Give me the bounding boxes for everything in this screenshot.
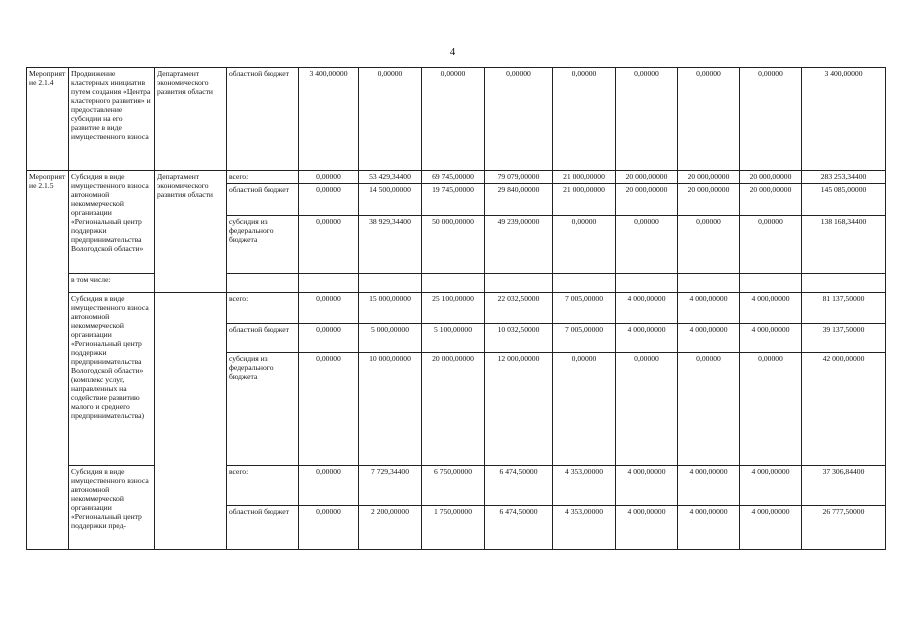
- value-cell-total: 37 306,84400: [802, 466, 886, 506]
- value-cell: 0,00000: [299, 293, 359, 324]
- measure-name: Субсидия в виде имущественного взноса автономной некоммерческой организации «Региональный центр поддержки предпринимательства Вологодской области»: [69, 171, 155, 274]
- value-cell: 20 000,00000: [740, 184, 802, 216]
- value-cell: 4 353,00000: [553, 466, 616, 506]
- value-cell: 21 000,00000: [553, 171, 616, 184]
- value-cell: 6 750,00000: [422, 466, 485, 506]
- table-row: [27, 68, 886, 171]
- value-cell: 50 000,00000: [422, 216, 485, 274]
- value-cell: 38 929,34400: [359, 216, 422, 274]
- value-cell: 0,00000: [553, 353, 616, 466]
- value-cell-total: 26 777,50000: [802, 506, 886, 550]
- value-cell: 25 100,00000: [422, 293, 485, 324]
- funding-source: областной бюджет: [227, 506, 299, 550]
- value-cell: 79 079,00000: [485, 171, 553, 184]
- value-cell: 4 000,00000: [740, 506, 802, 550]
- funding-source: субсидия из федерального бюджета: [227, 353, 299, 466]
- value-cell: 53 429,34400: [359, 171, 422, 184]
- value-cell: 4 000,00000: [616, 466, 678, 506]
- value-cell: 4 000,00000: [740, 324, 802, 353]
- funding-source: субсидия из федерального бюджета: [227, 216, 299, 274]
- value-cell-total: 81 137,50000: [802, 293, 886, 324]
- value-cell: 22 032,50000: [485, 293, 553, 324]
- value-cell: 69 745,00000: [422, 171, 485, 184]
- value-cell: 7 005,00000: [553, 324, 616, 353]
- value-cell: 2 200,00000: [359, 506, 422, 550]
- value-cell: 4 000,00000: [678, 466, 740, 506]
- value-cell: 6 474,50000: [485, 506, 553, 550]
- value-cell: 0,00000: [299, 216, 359, 274]
- value-cell: 4 000,00000: [616, 293, 678, 324]
- value-cell: 6 474,50000: [485, 466, 553, 506]
- value-cell: 4 000,00000: [678, 293, 740, 324]
- value-cell: 4 000,00000: [740, 466, 802, 506]
- value-cell: 4 000,00000: [616, 324, 678, 353]
- value-cell: 0,00000: [299, 324, 359, 353]
- measure-executor: Департамент экономического развития области: [155, 68, 227, 171]
- funding-source: всего:: [227, 171, 299, 184]
- table-row: [27, 293, 886, 324]
- value-cell: 7 005,00000: [553, 293, 616, 324]
- value-cell: 14 500,00000: [359, 184, 422, 216]
- value-cell: 0,00000: [553, 216, 616, 274]
- value-cell: 0,00000: [299, 506, 359, 550]
- funding-source: всего:: [227, 293, 299, 324]
- value-cell: 4 353,00000: [553, 506, 616, 550]
- value-cell-total: 145 085,00000: [802, 184, 886, 216]
- value-cell: 4 000,00000: [616, 506, 678, 550]
- value-cell: 20 000,00000: [422, 353, 485, 466]
- measure-name: Продвижение кластерных инициатив путем создания «Центра кластерного развития» и предоставление субсидии на его развитие в виде имущественного взноса: [69, 68, 155, 171]
- value-cell: 0,00000: [740, 216, 802, 274]
- value-cell-total: 3 400,00000: [802, 68, 886, 171]
- value-cell: 0,00000: [299, 466, 359, 506]
- table-row: [27, 171, 886, 184]
- subtotal-label: в том числе:: [69, 274, 155, 293]
- value-cell: 0,00000: [616, 216, 678, 274]
- value-cell: 7 729,34400: [359, 466, 422, 506]
- value-cell: 4 000,00000: [678, 324, 740, 353]
- funding-source: областной бюджет: [227, 324, 299, 353]
- value-cell: 1 750,00000: [422, 506, 485, 550]
- funding-source: всего:: [227, 466, 299, 506]
- value-cell: 3 400,00000: [299, 68, 359, 171]
- value-cell: 4 000,00000: [678, 506, 740, 550]
- measure-code: Мероприятие 2.1.5: [27, 171, 69, 550]
- value-cell: 0,00000: [299, 184, 359, 216]
- value-cell: 21 000,00000: [553, 184, 616, 216]
- sub-measure-name: Субсидия в виде имущественного взноса автономной некоммерческой организации «Региональный центр поддержки пред-: [69, 466, 155, 550]
- value-cell: 0,00000: [553, 68, 616, 171]
- value-cell-total: 42 000,00000: [802, 353, 886, 466]
- value-cell-total: 138 168,34400: [802, 216, 886, 274]
- value-cell: 0,00000: [485, 68, 553, 171]
- value-cell: 20 000,00000: [616, 171, 678, 184]
- value-cell: 0,00000: [678, 353, 740, 466]
- budget-table: [26, 67, 886, 550]
- value-cell: 0,00000: [678, 68, 740, 171]
- value-cell: 0,00000: [740, 68, 802, 171]
- value-cell: 5 000,00000: [359, 324, 422, 353]
- funding-source: областной бюджет: [227, 68, 299, 171]
- measure-code: Мероприятие 2.1.4: [27, 68, 69, 171]
- value-cell: 0,00000: [740, 353, 802, 466]
- funding-source: областной бюджет: [227, 184, 299, 216]
- measure-executor: Департамент экономического развития области: [155, 171, 227, 293]
- value-cell: 0,00000: [616, 68, 678, 171]
- value-cell: 0,00000: [299, 171, 359, 184]
- page-number: 4: [449, 46, 456, 58]
- value-cell: 20 000,00000: [616, 184, 678, 216]
- value-cell: 0,00000: [678, 216, 740, 274]
- value-cell: 20 000,00000: [740, 171, 802, 184]
- value-cell: 29 840,00000: [485, 184, 553, 216]
- value-cell: 49 239,00000: [485, 216, 553, 274]
- value-cell: 12 000,00000: [485, 353, 553, 466]
- value-cell: 0,00000: [422, 68, 485, 171]
- value-cell: 5 100,00000: [422, 324, 485, 353]
- value-cell-total: 39 137,50000: [802, 324, 886, 353]
- value-cell: 10 032,50000: [485, 324, 553, 353]
- value-cell: 0,00000: [299, 353, 359, 466]
- value-cell: 4 000,00000: [740, 293, 802, 324]
- value-cell: 20 000,00000: [678, 184, 740, 216]
- value-cell-total: 283 253,34400: [802, 171, 886, 184]
- value-cell: 0,00000: [616, 353, 678, 466]
- value-cell: 20 000,00000: [678, 171, 740, 184]
- value-cell: 19 745,00000: [422, 184, 485, 216]
- value-cell: 10 000,00000: [359, 353, 422, 466]
- sub-measure-name: Субсидия в виде имущественного взноса автономной некоммерческой организации «Региональный центр поддержки предпринимательства Вологодской области» (комплекс услуг, направленных на содействие развитию малого и среднего предпринимательства): [69, 293, 155, 466]
- value-cell: 0,00000: [359, 68, 422, 171]
- value-cell: 15 000,00000: [359, 293, 422, 324]
